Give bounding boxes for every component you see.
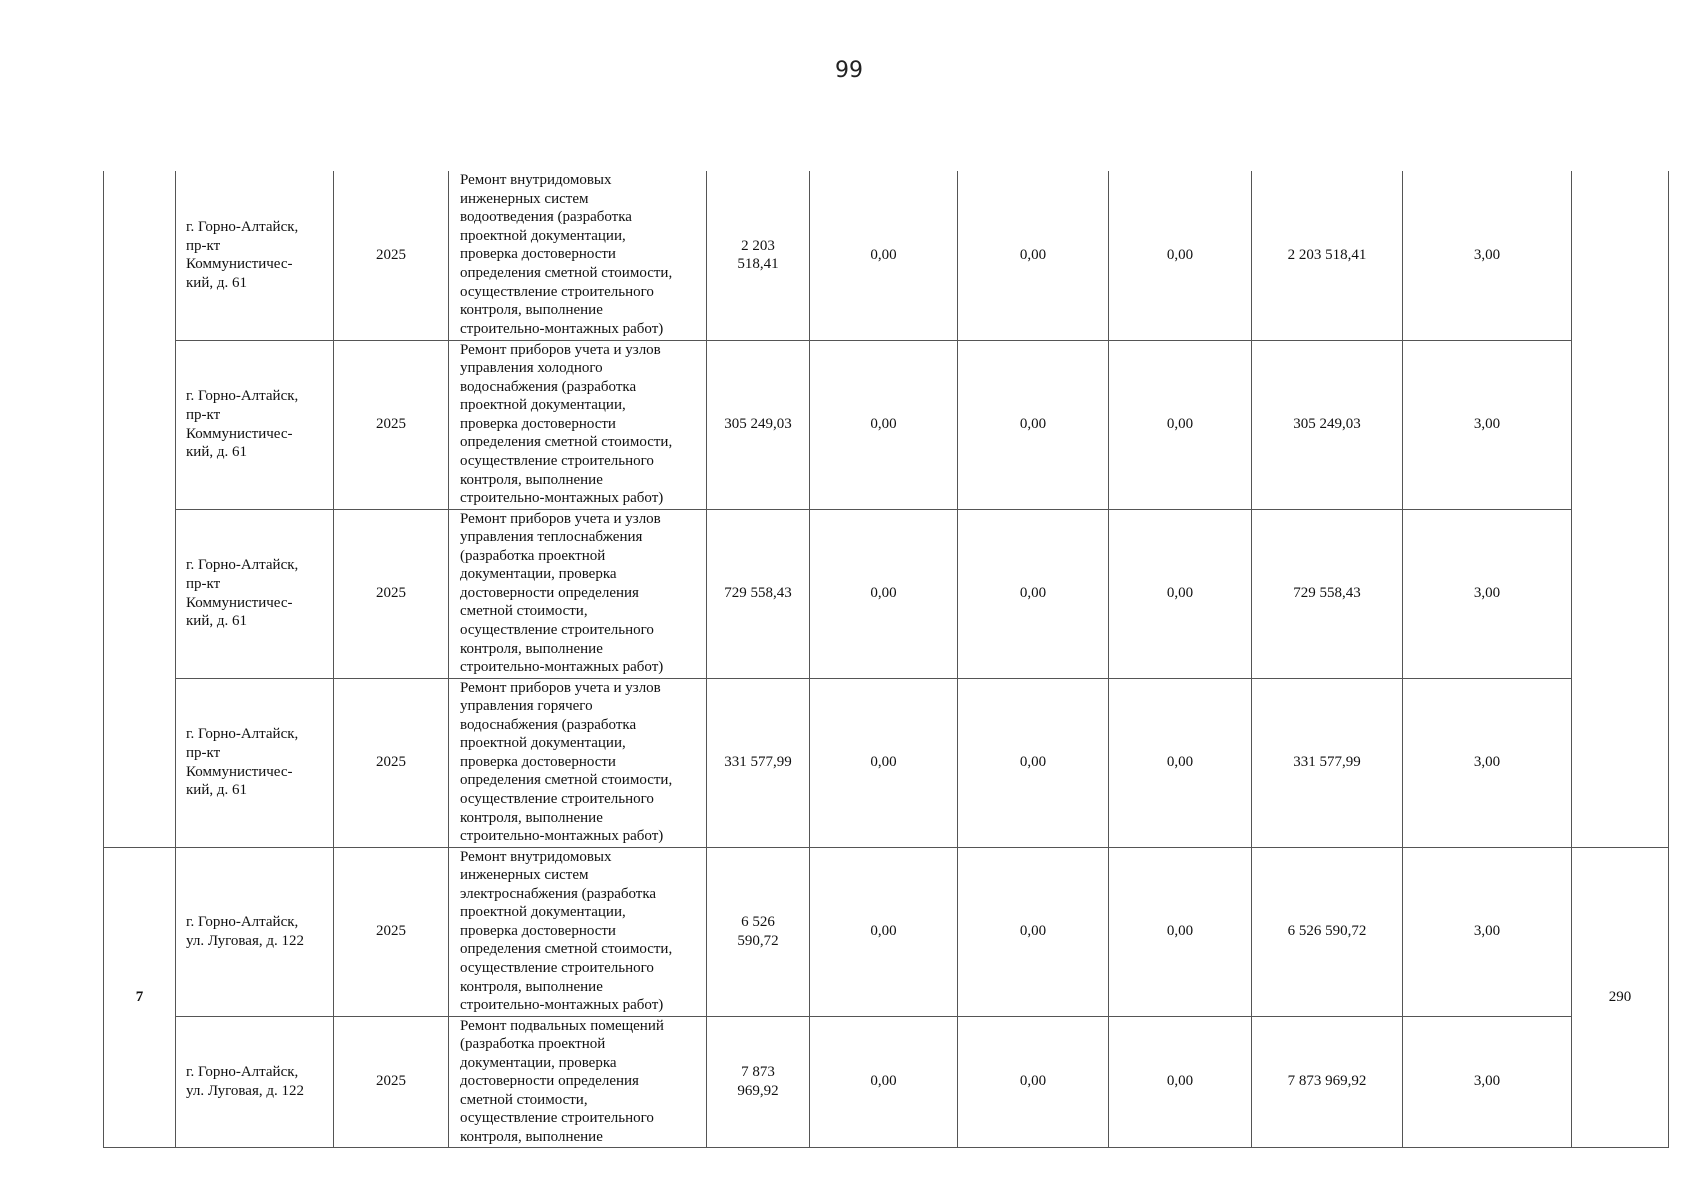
- address-cell: г. Горно-Алтайск, пр-кт Коммунистичес- кий, д. 61: [176, 340, 334, 509]
- table-row: [104, 678, 1669, 847]
- value-cell: 0,00: [1109, 340, 1252, 509]
- rate-cell: 3,00: [1403, 340, 1572, 509]
- work-description-cell: Ремонт приборов учета и узлов управления горячего водоснабжения (разработка проектной документации, проверка достоверности определения сметной стоимости, осуществление строительного контроля, выполнение строительно-монтажных работ): [449, 678, 707, 847]
- address-cell: г. Горно-Алтайск, пр-кт Коммунистичес- кий, д. 61: [176, 678, 334, 847]
- value-cell: 0,00: [810, 340, 958, 509]
- work-description-cell: Ремонт приборов учета и узлов управления теплоснабжения (разработка проектной документации, проверка достоверности определения сметной стоимости, осуществление строительного контроля, выполнение строительно-монтажных работ): [449, 509, 707, 678]
- year-cell: 2025: [334, 340, 449, 509]
- value-cell: 0,00: [958, 509, 1109, 678]
- rate-cell: 3,00: [1403, 847, 1572, 1016]
- table-row: [104, 340, 1669, 509]
- value-cell: 0,00: [958, 171, 1109, 340]
- fund-cost-cell: 2 203 518,41: [1252, 171, 1403, 340]
- total-cost-cell: 729 558,43: [707, 509, 810, 678]
- value-cell: 0,00: [810, 509, 958, 678]
- page-number: 99: [835, 58, 863, 83]
- row-number-cell-empty: [104, 171, 176, 847]
- value-cell: 0,00: [810, 678, 958, 847]
- table-row: [104, 509, 1669, 678]
- year-cell: 2025: [334, 847, 449, 1016]
- address-cell: г. Горно-Алтайск, ул. Луговая, д. 122: [176, 847, 334, 1016]
- value-cell: 0,00: [1109, 1016, 1252, 1147]
- value-cell: 0,00: [958, 1016, 1109, 1147]
- total-cost-cell: 7 873 969,92: [707, 1016, 810, 1147]
- value-cell: 0,00: [958, 678, 1109, 847]
- year-cell: 2025: [334, 509, 449, 678]
- rate-cell: 3,00: [1403, 509, 1572, 678]
- year-cell: 2025: [334, 678, 449, 847]
- total-cost-cell: 331 577,99: [707, 678, 810, 847]
- value-cell: 0,00: [1109, 847, 1252, 1016]
- year-cell: 2025: [334, 171, 449, 340]
- value-cell: 0,00: [958, 847, 1109, 1016]
- table-row: [104, 847, 1669, 1016]
- work-description-cell: Ремонт приборов учета и узлов управления холодного водоснабжения (разработка проектной документации, проверка достоверности определения сметной стоимости, осуществление строительного контроля, выполнение строительно-монтажных работ): [449, 340, 707, 509]
- fund-cost-cell: 6 526 590,72: [1252, 847, 1403, 1016]
- end-cell: 290: [1572, 847, 1669, 1147]
- value-cell: 0,00: [1109, 678, 1252, 847]
- value-cell: 0,00: [810, 1016, 958, 1147]
- value-cell: 0,00: [958, 340, 1109, 509]
- address-cell: г. Горно-Алтайск, пр-кт Коммунистичес- кий, д. 61: [176, 171, 334, 340]
- end-cell-empty: [1572, 171, 1669, 847]
- rate-cell: 3,00: [1403, 678, 1572, 847]
- row-number-cell: 7: [104, 847, 176, 1147]
- total-cost-cell: 305 249,03: [707, 340, 810, 509]
- repair-schedule-table: [103, 171, 1669, 1148]
- fund-cost-cell: 305 249,03: [1252, 340, 1403, 509]
- rate-cell: 3,00: [1403, 1016, 1572, 1147]
- table-row: [104, 171, 1669, 340]
- fund-cost-cell: 729 558,43: [1252, 509, 1403, 678]
- value-cell: 0,00: [1109, 171, 1252, 340]
- address-cell: г. Горно-Алтайск, ул. Луговая, д. 122: [176, 1016, 334, 1147]
- table-row: [104, 1016, 1669, 1147]
- value-cell: 0,00: [810, 171, 958, 340]
- work-description-cell: Ремонт подвальных помещений (разработка проектной документации, проверка достоверности определения сметной стоимости, осуществление строительного контроля, выполнение: [449, 1016, 707, 1147]
- value-cell: 0,00: [1109, 509, 1252, 678]
- value-cell: 0,00: [810, 847, 958, 1016]
- address-cell: г. Горно-Алтайск, пр-кт Коммунистичес- кий, д. 61: [176, 509, 334, 678]
- total-cost-cell: 6 526 590,72: [707, 847, 810, 1016]
- total-cost-cell: 2 203 518,41: [707, 171, 810, 340]
- fund-cost-cell: 7 873 969,92: [1252, 1016, 1403, 1147]
- fund-cost-cell: 331 577,99: [1252, 678, 1403, 847]
- work-description-cell: Ремонт внутридомовых инженерных систем водоотведения (разработка проектной документации, проверка достоверности определения сметной стоимости, осуществление строительного контроля, выполнение строительно-монтажных работ): [449, 171, 707, 340]
- work-description-cell: Ремонт внутридомовых инженерных систем электроснабжения (разработка проектной документации, проверка достоверности определения сметной стоимости, осуществление строительного контроля, выполнение строительно-монтажных работ): [449, 847, 707, 1016]
- rate-cell: 3,00: [1403, 171, 1572, 340]
- year-cell: 2025: [334, 1016, 449, 1147]
